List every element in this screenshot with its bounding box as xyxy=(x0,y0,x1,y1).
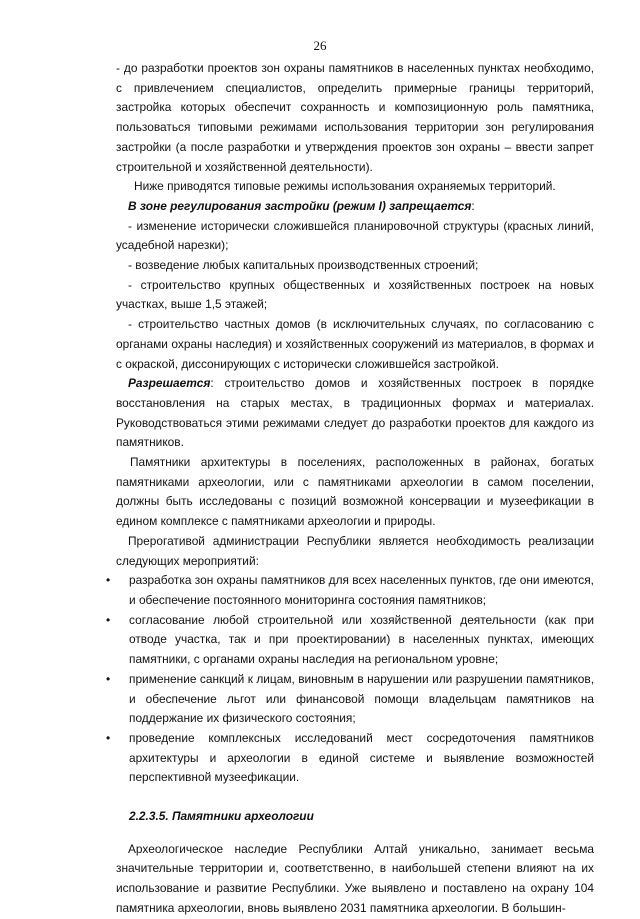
measures-list xyxy=(106,571,594,788)
measure-text: разработка зон охраны памятников для всех населенных пунктов, где они имеются, и обеспечение постоянного мониторинга состояния памятников; xyxy=(129,573,594,607)
bullet-icon: • xyxy=(106,612,111,627)
zone-heading-colon: : xyxy=(471,198,475,213)
list-item xyxy=(106,611,594,670)
section-heading: 2.2.3.5. Памятники археологии xyxy=(129,809,314,824)
page-body xyxy=(106,59,594,919)
zone-heading-text: В зоне регулирования застройки (режим I) запрещается xyxy=(128,198,472,213)
measure-text: проведение комплексных исследований мест сосредоточения памятников архитектуры и археологии в единой системе и выявление возможностей перспективной музеефикации. xyxy=(129,730,594,785)
list-item xyxy=(106,670,594,729)
prohibited-item: - возведение любых капитальных производственных строений; xyxy=(128,258,479,273)
page-number: 26 xyxy=(313,38,327,53)
intro-paragraph: - до разработки проектов зон охраны памятников в населенных пунктах необходимо, с привлечением специалистов, определить примерные границы территорий, застройка которых обеспечит сохранность и композиционную роль памятника, пользоваться типовыми режимами использования территории зон регулирования застройки (а после разработки и утверждения проектов зон охраны – ввести запрет строительной и хозяйственной деятельности). xyxy=(116,61,594,174)
intro-paragraph: Ниже приводятся типовые режимы использования охраняемых территорий. xyxy=(134,179,556,194)
bullet-icon: • xyxy=(106,730,111,745)
measure-text: согласование любой строительной или хозяйственной деятельности (как при отводе участка, так и при проектировании) в населенных пунктах, имеющих памятники, с органами охраны наследия на региональном уровне; xyxy=(129,612,594,667)
architecture-paragraph: Памятники архитектуры в поселениях, расположенных в районах, богатых памятниками археологии, или с памятниками археологии в самом поселении, должны быть исследованы с позиций возможной консервации и музеефикации в едином комплексе с памятниками археологии и природы. xyxy=(116,455,594,529)
prerogative-paragraph: Прерогативой администрации Республики является необходимость реализации следующих мероприятий: xyxy=(116,533,594,568)
list-item xyxy=(106,729,594,788)
list-item xyxy=(106,571,594,610)
bullet-icon: • xyxy=(106,671,111,686)
archaeology-paragraph: Археологическое наследие Республики Алтай уникально, занимает весьма значительные территории и, соответственно, в наибольшей степени влияют на их использование и развитие Республики. Уже выявлено и поставлено на охрану 104 памятника археологии, вновь выявлено 2031 памятника археологии. В большин- xyxy=(116,841,594,915)
allowed-text: : строительство домов и хозяйственных построек в порядке восстановления на старых местах, в традиционных формах и материалах. Руководствоваться этими режимами следует до разработки проектов для каждого из памятников. xyxy=(116,376,594,450)
bullet-icon: • xyxy=(106,573,111,588)
prohibited-item: - строительство крупных общественных и хозяйственных построек на новых участках, выше 1,5 этажей; xyxy=(116,277,594,312)
allowed-label: Разрешается xyxy=(128,376,211,391)
prohibited-item: - изменение исторически сложившейся планировочной структуры (красных линий, усадебной нарезки); xyxy=(116,218,594,253)
zone-heading xyxy=(116,197,594,217)
measure-text: применение санкций к лицам, виновным в нарушении или разрушении памятников, и обеспечение льгот или финансовой помощи владельцам памятников на поддержание их физического состояния; xyxy=(129,671,594,726)
allowed-paragraph xyxy=(116,374,594,453)
prohibited-item: - строительство частных домов (в исключительных случаях, по согласованию с органами охраны наследия) и хозяйственных сооружений из материалов, в формах и с окраской, диссонирующих с исторически сложившейся застройкой. xyxy=(116,317,594,371)
